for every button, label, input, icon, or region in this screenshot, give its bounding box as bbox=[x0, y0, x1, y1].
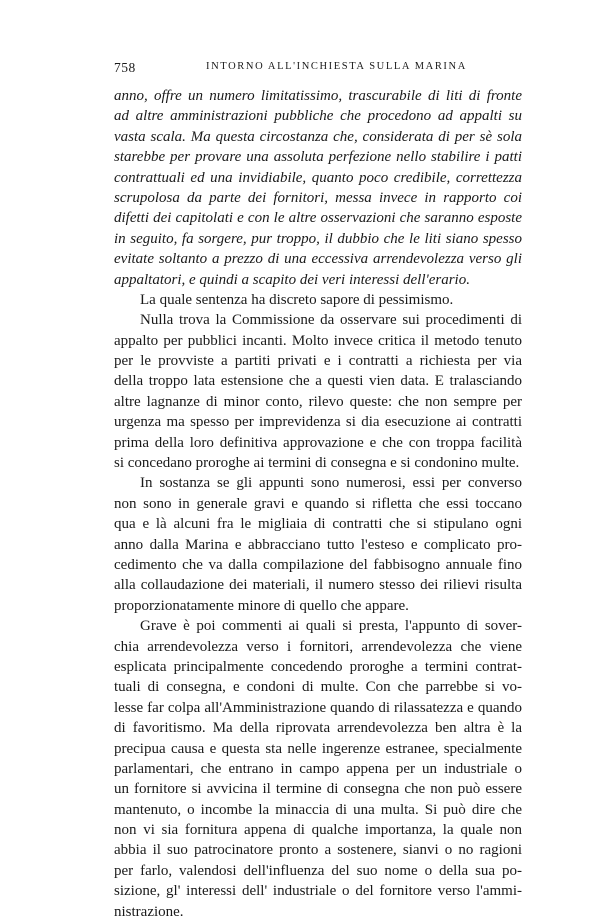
text-line: vasta scala. Ma questa circostanza che, considerata di per sè sola bbox=[114, 128, 522, 145]
text-line: Grave è poi commenti ai quali si presta, l'appunto di sover- bbox=[140, 618, 522, 635]
text-line: anno, offre un numero limitatissimo, trascurabile di liti di fronte bbox=[114, 88, 522, 104]
text-line: Nulla trova la Commissione da osservare sui procedimenti di bbox=[140, 312, 522, 329]
text-line: difetti dei capitolati e con le altre osservazioni che saranno esposte bbox=[114, 210, 522, 227]
running-head: INTORNO ALL'INCHIESTA SULLA MARINA bbox=[206, 61, 467, 72]
text-line: appaltatori, e quindi a scapito dei veri interessi dell'erario. bbox=[114, 271, 470, 288]
page-header bbox=[114, 60, 522, 78]
text-line: starebbe per provare una assoluta perfezione nello stabilire i patti bbox=[114, 149, 522, 166]
text-line: di favoritismo. Ma della riprovata arrendevolezza ben altra è la bbox=[114, 720, 522, 737]
text-line: alla collaudazione dei materiali, il numero stesso dei rilievi risulta bbox=[114, 577, 522, 594]
text-line: non vi sia fornitura appena di qualche importanza, la quale non bbox=[114, 822, 522, 839]
text-line: non sono in generale gravi e quando si rifletta che essi toccano bbox=[114, 495, 522, 512]
text-line: La quale sentenza ha discreto sapore di pessimismo. bbox=[140, 291, 454, 308]
body-text bbox=[114, 86, 522, 922]
text-line: scrupolosa da parte dei fornitori, messa invece in rapporto coi bbox=[114, 189, 522, 206]
text-line: qua e là alcuni fra le migliaia di contratti che si stipulano ogni bbox=[114, 516, 522, 533]
text-line: In sostanza se gli appunti sono numerosi, essi per converso bbox=[140, 475, 522, 492]
text-line: precipua causa e questa sta nelle ingerenze estranee, specialmente bbox=[114, 740, 522, 757]
text-line: parlamentari, che entrano in campo appena per un industriale o bbox=[114, 760, 522, 777]
page-number: 758 bbox=[114, 60, 136, 75]
text-line: contrattuali ed una invidiabile, quanto poco credibile, correttezza bbox=[114, 169, 522, 186]
text-line: prima della loro definitiva approvazione e che con troppa facilità bbox=[114, 434, 522, 451]
text-line: tuali di consegna, e condoni di multe. Con che parrebbe si vo- bbox=[114, 679, 522, 696]
text-line: cedimento che va dalla compilazione del fabbisogno annuale fino bbox=[114, 556, 522, 573]
text-line: nistrazione. bbox=[114, 903, 184, 920]
text-line: esplicata principalmente concedendo proroghe a termini contrat- bbox=[114, 658, 522, 675]
text-line: abbia il suo patrocinatore pronto a sostenere, sianvi o no ragioni bbox=[114, 842, 522, 859]
text-line: per le provviste a partiti privati e i contratti a richiesta per via bbox=[114, 353, 522, 370]
text-line: proporzionatamente minore di quello che appare. bbox=[114, 597, 409, 614]
text-line: per farlo, valendosi dell'influenza del suo nome o della sua po- bbox=[114, 862, 522, 879]
text-line: sizione, gl' interessi dell' industriale o del fornitore verso l'ammi- bbox=[114, 883, 522, 900]
text-line: si concedano proroghe ai termini di consegna e si condonino multe. bbox=[114, 455, 520, 472]
text-line: lesse far colpa all'Amministrazione quando di rilassatezza e quando bbox=[114, 699, 522, 716]
text-line: della troppo lata estensione che a questi vien data. E tralasciando bbox=[114, 373, 522, 390]
text-line: urgenza ma spesso per imprevidenza si dia esecuzione ai contratti bbox=[114, 414, 522, 431]
text-line: ad altre amministrazioni pubbliche che procedono ad appalti su bbox=[114, 108, 522, 125]
text-line: chia arrendevolezza verso i fornitori, arrendevolezza che viene bbox=[114, 638, 522, 655]
text-line: appalto per pubblici incanti. Molto invece critica il metodo tenuto bbox=[114, 332, 522, 349]
text-line: altre lagnanze di minor conto, rilevo queste: che non sempre per bbox=[114, 393, 522, 410]
text-line: anno dalla Marina e abbracciano tutto l'esteso e complicato pro- bbox=[114, 536, 522, 553]
text-line: un fornitore si avvicina il termine di consegna che non può essere bbox=[114, 781, 522, 798]
text-line: evitate soltanto a prezzo di una eccessiva arrendevolezza verso gli bbox=[114, 251, 522, 268]
text-line: in seguito, fa sorgere, pur troppo, il dubbio che le liti siano spesso bbox=[114, 230, 522, 247]
text-line: mantenuto, o incombe la minaccia di una multa. Si può dire che bbox=[114, 801, 522, 818]
